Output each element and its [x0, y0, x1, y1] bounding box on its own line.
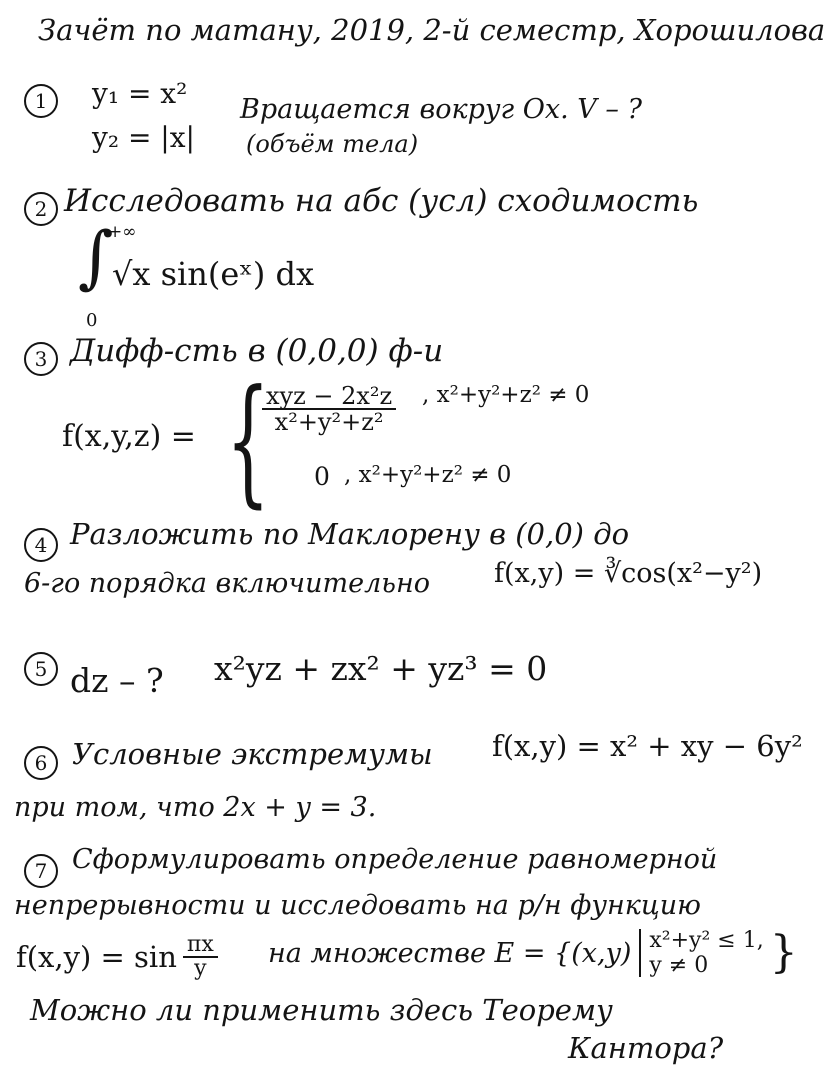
integral-lower-limit: 0: [86, 310, 98, 331]
function-lhs: f(x,y,z) =: [62, 419, 196, 454]
fraction-denominator: x²+y²+z²: [274, 408, 384, 436]
set-divider: [639, 929, 641, 977]
problem-7-text-2: непрерывности и исследовать на р/н функцию: [14, 890, 701, 921]
problem-5-text: dz – ?: [70, 661, 164, 700]
piecewise-brace: {: [226, 360, 270, 521]
piecewise-condition-1: , x²+y²+z² ≠ 0: [422, 382, 590, 408]
piecewise-condition-2: , x²+y²+z² ≠ 0: [344, 462, 512, 488]
integral-integrand: √x sin(eˣ) dx: [112, 255, 315, 293]
problem-2-number: 2: [24, 192, 68, 226]
problem-1-number: 1: [24, 84, 68, 118]
problem-3-number: 3: [24, 342, 68, 376]
problem-7-text-4: Кантора?: [568, 1031, 724, 1065]
problem-1-y1: y₁ = x²: [92, 77, 188, 110]
problem-1-text: Вращается вокруг Ox. V – ?: [240, 94, 642, 125]
problem-4-number: 4: [24, 528, 68, 562]
piecewise-fraction: [262, 384, 396, 434]
problem-7-func-prefix: f(x,y) = sin: [16, 939, 177, 974]
problem-2-text: Исследовать на абс (усл) сходимость: [64, 183, 699, 219]
problem-6-formula: f(x,y) = x² + xy − 6y²: [492, 729, 803, 763]
fraction-numerator: xyz − 2x²z: [262, 384, 396, 410]
problem-6-number: 6: [24, 746, 68, 780]
problem-1-y2: y₂ = |x|: [92, 121, 195, 154]
problem-6-text: Условные экстремумы: [72, 737, 433, 771]
problem-5-number: 5: [24, 652, 68, 686]
problem-6-text-2: при том, что 2x + y = 3.: [14, 792, 377, 823]
problem-7-set-line: [268, 928, 798, 979]
problem-4-text: Разложить по Маклорену в (0,0) до: [70, 517, 630, 551]
problem-7-text-3: Можно ли применить здесь Теорему: [30, 993, 613, 1027]
problem-7-number: 7: [24, 854, 68, 888]
problem-4-text-2: 6-го порядка включительно: [24, 568, 431, 599]
problem-7-frac-num: πx: [183, 934, 218, 958]
piecewise-value-2: 0: [314, 462, 330, 491]
integral-upper-limit: +∞: [108, 222, 137, 242]
set-condition-2: y ≠ 0: [649, 953, 709, 979]
problem-7-set-conditions: [649, 928, 763, 979]
problem-3-text: Дифф-сть в (0,0,0) ф-и: [70, 333, 444, 369]
problem-7-formula-line: [16, 934, 218, 980]
exam-header: Зачёт по матану, 2019, 2-й семестр, Хорошилова: [38, 13, 825, 47]
problem-1-note: (объём тела): [246, 130, 419, 158]
set-close-brace: }: [769, 927, 798, 979]
problem-7-frac-den: y: [194, 956, 207, 981]
problem-7-text: Сформулировать определение равномерной: [72, 844, 718, 875]
problem-4-formula: f(x,y) = ∛cos(x²−y²): [494, 558, 763, 589]
problem-7-set-text: на множестве E = {(x,y): [268, 937, 632, 969]
problem-5-formula: x²yz + zx² + yz³ = 0: [214, 649, 548, 688]
integral-sign: ∫: [78, 218, 114, 297]
set-condition-1: x²+y² ≤ 1,: [649, 928, 764, 953]
